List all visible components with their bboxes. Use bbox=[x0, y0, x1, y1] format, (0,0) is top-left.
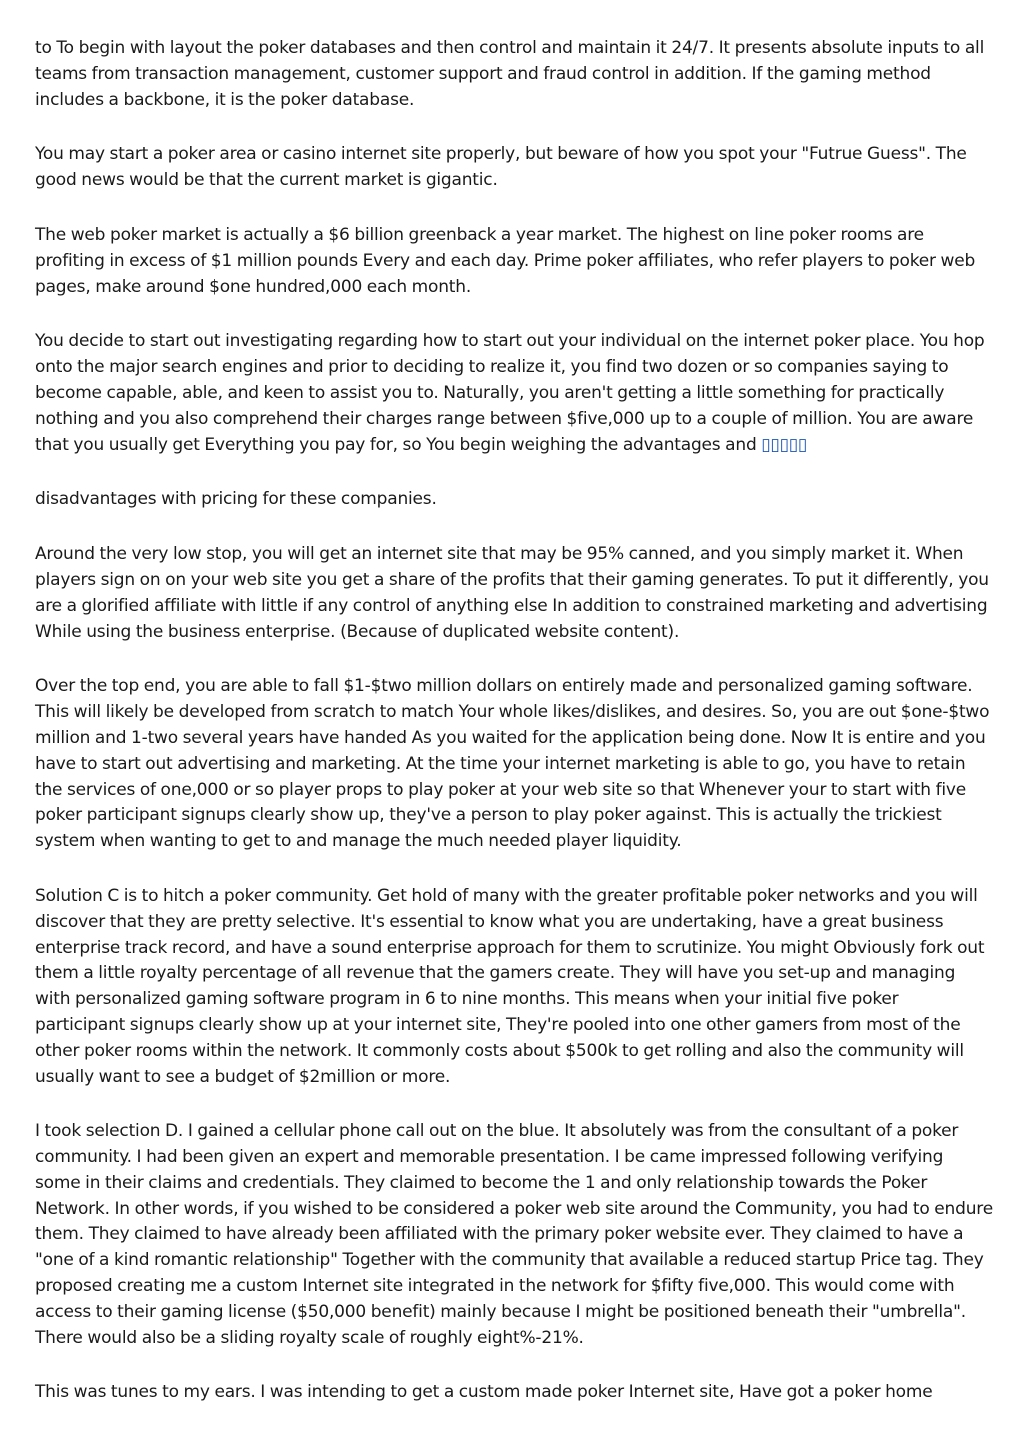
paragraph-5: disadvantages with pricing for these companies. bbox=[35, 489, 437, 510]
inline-link[interactable]: ▯▯▯▯▯ bbox=[761, 434, 808, 455]
paragraph-1: to To begin with layout the poker databases and then control and maintain it 24/7. It presents absolute inputs to all teams from transaction management, customer support and fraud control in addition. If the gaming method includes a backbone, it is the poker database. bbox=[35, 38, 985, 110]
paragraph-7: Over the top end, you are able to fall $1-$two million dollars on entirely made and personalized gaming software. This will likely be developed from scratch to match Your whole likes/dislikes, and desires. So, you are out $one-$two million and 1-two several years have handed As you waited for the application being done. Now It is entire and you have to start out advertising and marketing. At the time your internet marketing is able to go, you have to retain the services of one,000 or so player props to play poker at your web site so that Whenever your to start with five poker participant signups clearly show up, they've a person to play poker against. This is actually the trickiest system when wanting to get to and manage the much needed player liquidity. bbox=[35, 676, 990, 852]
document-body bbox=[35, 36, 993, 1435]
paragraph-3: The web poker market is actually a $6 billion greenback a year market. The highest on line poker rooms are profiting in excess of $1 million pounds Every and each day. Prime poker affiliates, who refer players to poker web pages, make around $one hundred,000 each month. bbox=[35, 224, 976, 297]
paragraph-2: You may start a poker area or casino internet site properly, but beware of how you spot your "Futrue Guess". The good news would be that the current market is gigantic. bbox=[35, 144, 967, 191]
paragraph-4 bbox=[35, 329, 993, 458]
paragraph-4-text: You decide to start out investigating regarding how to start out your individual on the internet poker place. You hop onto the major search engines and prior to deciding to realize it, you find two dozen or so companies saying to become capable, able, and keen to assist you to. Naturally, you aren't getting a little something for practically nothing and you also comprehend their charges range between $five,000 up to a couple of million. You are aware that you usually get Everything you pay for, so You begin weighing the advantages and bbox=[35, 331, 985, 455]
paragraph-9: I took selection D. I gained a cellular phone call out on the blue. It absolutely was from the consultant of a poker community. I had been given an expert and memorable presentation. I be came impressed following verifying some in their claims and credentials. They claimed to become the 1 and only relationship towards the Poker Network. In other words, if you wished to be considered a poker web site around the Community, you had to endure them. They claimed to have already been affiliated with the primary poker website ever. They claimed to have a "one of a kind romantic relationship" Together with the community that available a reduced startup Price tag. They proposed creating me a custom Internet site integrated in the network for $fifty five,000. This would come with access to their gaming license ($50,000 benefit) mainly because I might be positioned beneath their "umbrella". There would also be a sliding royalty scale of roughly eight%-21%. bbox=[35, 1121, 993, 1348]
paragraph-6: Around the very low stop, you will get an internet site that may be 95% canned, and you simply market it. When players sign on on your web site you get a share of the profits that their gaming generates. To put it differently, you are a glorified affiliate with little if any control of anything else In addition to constrained marketing and advertising While using the business enterprise. (Because of duplicated website content). bbox=[35, 544, 989, 642]
paragraph-10: This was tunes to my ears. I was intending to get a custom made poker Internet site, Have got a poker home bbox=[35, 1382, 933, 1403]
paragraph-8: Solution C is to hitch a poker community. Get hold of many with the greater profitable poker networks and you will discover that they are pretty selective. It's essential to know what you are undertaking, have a great business enterprise track record, and have a sound enterprise approach for them to scrutinize. You might Obviously fork out them a little royalty percentage of all revenue that the gamers create. They will have you set-up and managing with personalized gaming software program in 6 to nine months. This means when your initial five poker participant signups clearly show up at your internet site, They're pooled into one other gamers from most of the other poker rooms within the network. It commonly costs about $500k to get rolling and also the community will usually want to see a budget of $2million or more. bbox=[35, 885, 985, 1087]
